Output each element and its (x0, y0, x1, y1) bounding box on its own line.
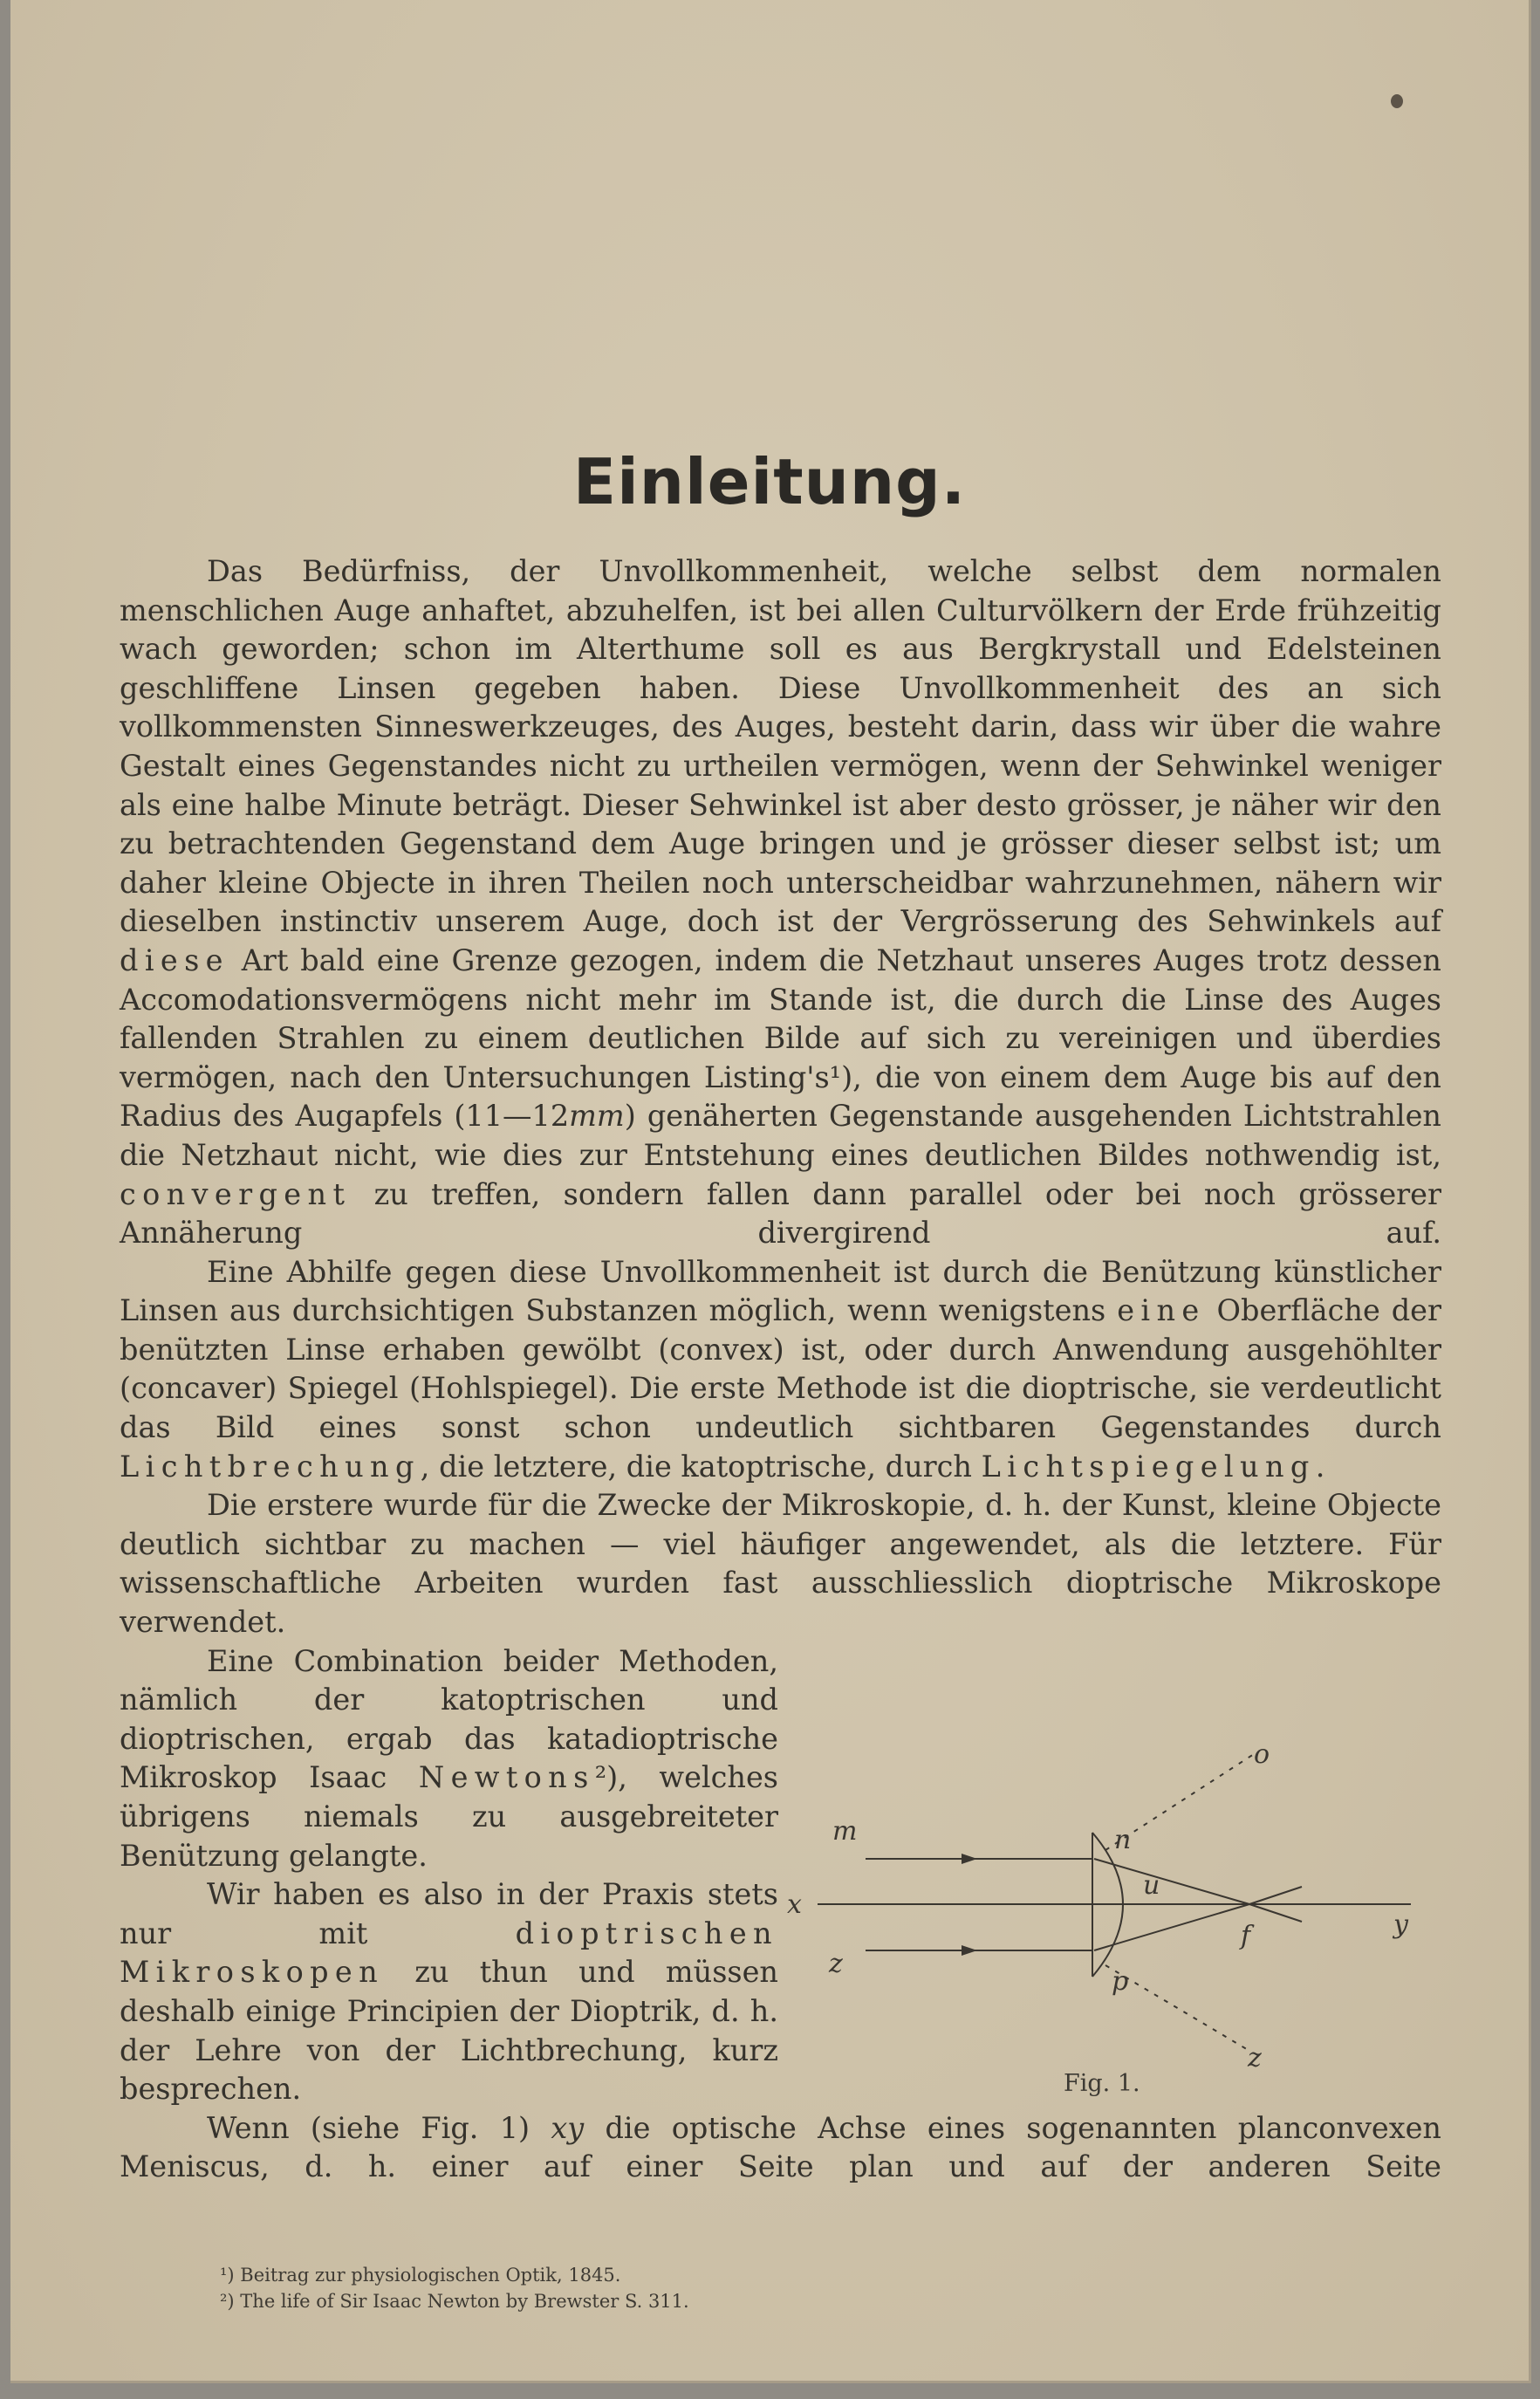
footnotes (220, 2262, 689, 2314)
label-x: x (787, 1889, 802, 1920)
paragraph-4 (120, 1642, 778, 1876)
diverging-lower (1249, 1904, 1302, 1922)
p4-text-b: ²), welches übrigens niemals zu ausgebreiteter Benützung gelangte. (120, 1760, 778, 1873)
paragraph-5 (120, 1875, 778, 2109)
p1-text-c: ) genäherten Gegenstande ausgehenden Lichtstrahlen die Netzhaut nicht, wie dies zur Entstehung eines deutlichen Bildes nothwendig ist, (120, 1099, 1441, 1172)
footnote-2: ²) The life of Sir Isaac Newton by Brewster S. 311. (220, 2291, 689, 2312)
diverging-upper (1249, 1887, 1302, 1904)
document-page (10, 0, 1531, 2383)
p4-text-a: Eine Combination beider Methoden, nämlich der katoptrischen und dioptrischen, ergab das katadioptrische Mikroskop Isaac (120, 1643, 778, 1795)
p1-text-d: zu treffen, sondern fallen dann parallel oder bei noch grösserer Annäherung divergirend auf. (120, 1176, 1441, 1251)
p5-spaced: dioptrischen Mikroskopen (120, 1916, 778, 1990)
label-u: u (1143, 1870, 1160, 1901)
p1-spaced-1: diese (120, 942, 229, 977)
p2-text-a: Eine Abhilfe gegen diese Unvollkommenheit ist durch die Benützung künstlicher Linsen aus durchsichtigen Substanzen möglich, wenn wenigstens (120, 1254, 1441, 1328)
refracted-lower (1094, 1904, 1249, 1950)
label-m: m (832, 1816, 858, 1847)
paragraph-2 (120, 1253, 1441, 1487)
p2-text-d: . (1315, 1449, 1325, 1484)
p4-spaced: Newtons (418, 1760, 595, 1795)
p1-unit: mm (569, 1099, 625, 1134)
label-o: o (1254, 1739, 1270, 1770)
label-z-right: z (1248, 2043, 1262, 2073)
p1-text-b: Art bald eine Grenze gezogen, indem die Netzhaut unseres Auges trotz dessen Accomodationsvermögens nicht mehr im Stande ist, die durch die Linse des Auges fallenden Strahlen zu einem deutlichen Bilde auf sich zu vereinigen und überdies vermögen, nach den Untersuchungen Listing's¹), die von einem dem Auge bis auf den Radius des Augapfels (11—12 (120, 942, 1442, 1134)
p2-spaced-2: Lichtbrechung (120, 1449, 421, 1484)
figure-1-lens-diagram (778, 1737, 1441, 2103)
page-title: Einleitung. (572, 445, 967, 518)
p6-text-b: die optische Achse eines sogenannten planconvexen Meniscus, d. h. einer auf einer Seite plan und auf der anderen Seite (120, 2110, 1441, 2184)
paragraph-1 (120, 552, 1441, 1253)
label-p: p (1112, 1966, 1129, 1997)
paragraph-3: Die erstere wurde für die Zwecke der Mikroskopie, d. h. der Kunst, kleine Objecte deutlich sichtbar zu machen — viel häufiger angewendet, als die letztere. Für wissenschaftliche Arbeiten wurden fast ausschliesslich dioptrische Mikroskope verwendet. (120, 1488, 1441, 1640)
p1-text: Das Bedürfniss, der Unvollkommenheit, welche selbst dem normalen menschlichen Auge anhaftet, abzuhelfen, ist bei allen Culturvölkern der Erde frühzeitig wach geworden; schon im Alterthume soll es aus Bergkrystall und Edelsteinen geschliffene Linsen gegeben haben. Diese Unvollkommenheit des an sich vollkommensten Sinneswerkzeuges, des Auges, besteht darin, dass wir über die wahre Gestalt eines Gegenstandes nicht zu urtheilen vermögen, wenn der Sehwinkel weniger als eine halbe Minute beträgt. Dieser Sehwinkel ist aber desto grösser, je näher wir den zu betrachtenden Gegenstand dem Auge bringen und je grösser dieser selbst ist; um daher kleine Objecte in ihren Theilen noch unterscheidbar wahrzunehmen, nähern wir dieselben instinctiv unserem Auge, doch ist der Vergrösserung des Sehwinkels auf (120, 554, 1441, 939)
ink-spot (1391, 94, 1403, 108)
p1-spaced-2: convergent (120, 1176, 352, 1211)
lens-diagram-svg (778, 1737, 1441, 2103)
p2-text-b: Oberfläche der benützten Linse erhaben gewölbt (convex) ist, oder durch Anwendung ausgehöhlter (concaver) Spiegel (Hohlspiegel). Die erste Methode ist die dioptrische, sie verdeutlicht das Bild eines sonst schon undeutlich sichtbaren Gegenstandes durch (120, 1293, 1441, 1445)
p2-text-c: , die letztere, die katoptrische, durch (420, 1449, 972, 1484)
arrow-z (962, 1945, 977, 1956)
label-n: n (1114, 1825, 1132, 1855)
label-z-left: z (829, 1949, 843, 1979)
label-y: y (1393, 1909, 1408, 1940)
label-f: f (1241, 1921, 1251, 1951)
refracted-upper (1094, 1859, 1249, 1904)
p6-axis-label: xy (551, 2110, 585, 2145)
footnote-1: ¹) Beitrag zur physiologischen Optik, 1845. (220, 2265, 621, 2286)
arrow-m (962, 1854, 977, 1864)
figure-caption: Fig. 1. (1064, 2070, 1140, 2097)
paragraph-6 (120, 2109, 1441, 2187)
p5-text-a: Wir haben es also in der Praxis stets nur mit (120, 1877, 778, 1950)
p6-text-a: Wenn (siehe Fig. 1) (207, 2110, 530, 2145)
p2-spaced-1: eine (1117, 1293, 1206, 1328)
p2-spaced-3: Lichtspiegelung (981, 1449, 1316, 1484)
p5-text-b: zu thun und müssen deshalb einige Principien der Dioptrik, d. h. der Lehre von der Lichtbrechung, kurz besprechen. (120, 1955, 778, 2107)
